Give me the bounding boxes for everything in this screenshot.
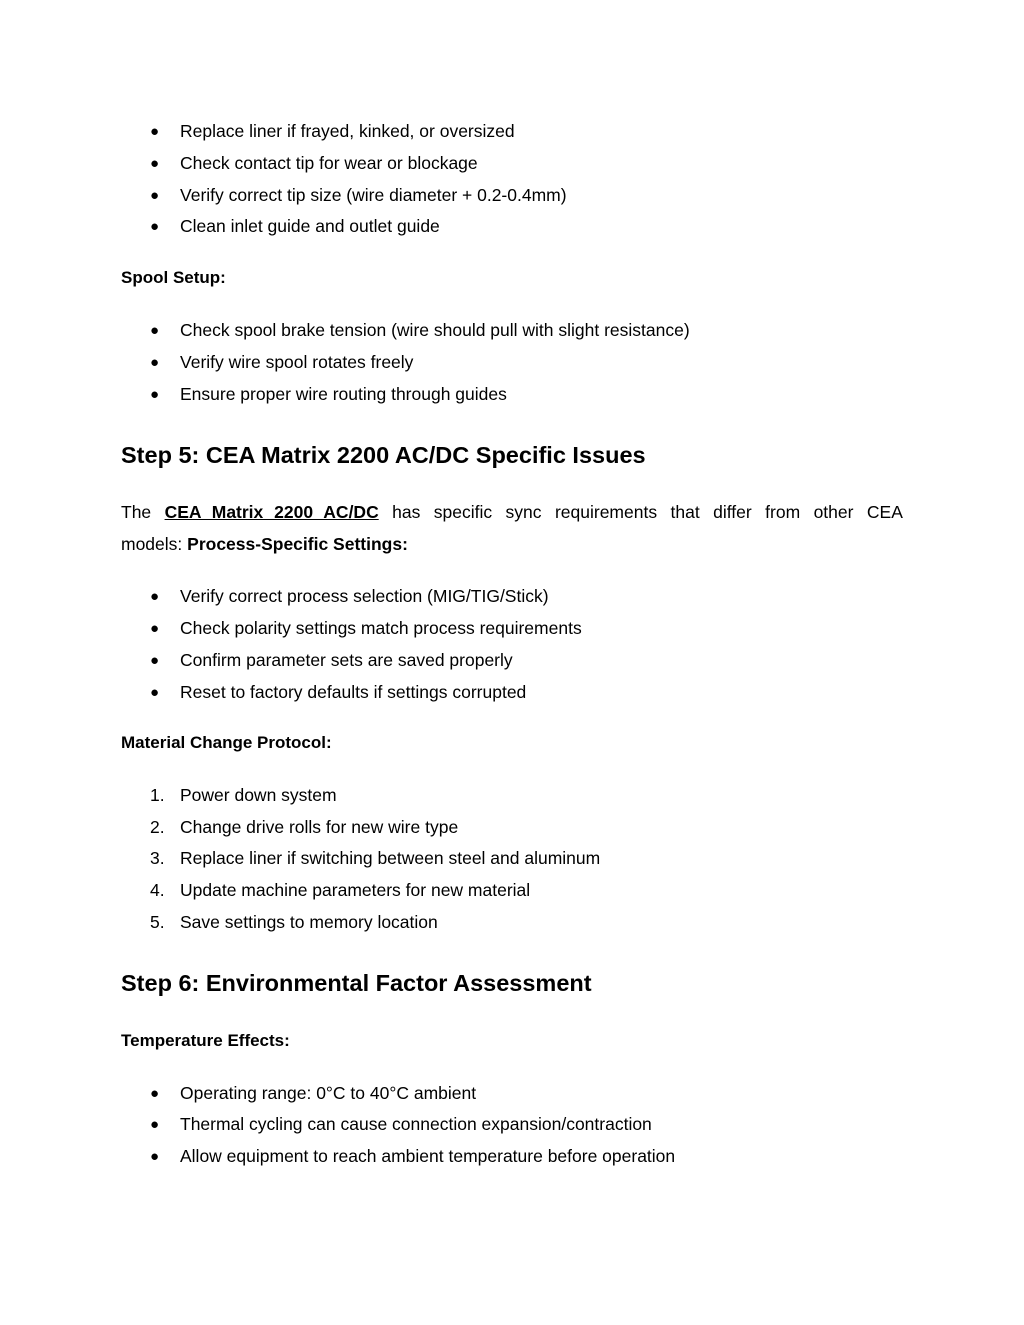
numbered-item (150, 816, 458, 838)
list-item-text: Verify correct process selection (MIG/TIG/Stick) (180, 586, 549, 606)
step-number: 3. (150, 848, 165, 868)
bullet-icon: ● (150, 1148, 160, 1165)
numbered-item (150, 911, 438, 933)
step5-intro-paragraph (121, 497, 903, 560)
list-item (150, 585, 549, 608)
intro-line-1 (121, 497, 903, 529)
list-item (150, 649, 513, 672)
bullet-icon: ● (150, 652, 160, 669)
list-item-text: Ensure proper wire routing through guides (180, 384, 507, 404)
bullet-icon: ● (150, 187, 160, 204)
temperature-effects-heading: Temperature Effects: (121, 1031, 290, 1050)
list-item (150, 215, 440, 238)
list-item-text: Replace liner if frayed, kinked, or oversized (180, 121, 515, 141)
list-item-text: Verify wire spool rotates freely (180, 352, 414, 372)
step-number: 1. (150, 785, 165, 805)
step-number: 4. (150, 880, 165, 900)
list-item (150, 1145, 675, 1168)
list-item-text: Verify correct tip size (wire diameter + 0.2-0.4mm) (180, 185, 567, 205)
bullet-icon: ● (150, 1085, 160, 1102)
bullet-icon: ● (150, 386, 160, 403)
list-item (150, 351, 413, 374)
bullet-icon: ● (150, 684, 160, 701)
step5-heading: Step 5: CEA Matrix 2200 AC/DC Specific Issues (121, 442, 646, 468)
list-item (150, 152, 478, 175)
list-item-text: Clean inlet guide and outlet guide (180, 216, 440, 236)
intro-word: sync (505, 502, 542, 522)
numbered-item-text: Power down system (180, 785, 337, 805)
list-item (150, 1113, 652, 1136)
intro-word: that (670, 502, 700, 522)
cea-matrix-link[interactable]: CEA Matrix 2200 AC/DC (164, 502, 379, 522)
intro-word: has (392, 502, 421, 522)
intro-word: differ (713, 502, 752, 522)
numbered-item-text: Save settings to memory location (180, 912, 438, 932)
material-change-heading: Material Change Protocol: (121, 733, 332, 752)
numbered-item-text: Replace liner if switching between steel and aluminum (180, 848, 601, 868)
intro-models-text: models: (121, 533, 183, 554)
list-item (150, 681, 526, 704)
list-item-text: Check polarity settings match process requirements (180, 618, 582, 638)
bullet-icon: ● (150, 588, 160, 605)
list-item-text: Operating range: 0°C to 40°C ambient (180, 1083, 477, 1103)
process-specific-heading: Process-Specific Settings: (187, 533, 408, 554)
list-item (150, 1082, 476, 1105)
step-number: 2. (150, 817, 165, 837)
intro-word: requirements (554, 502, 658, 522)
bullet-icon: ● (150, 354, 160, 371)
list-item-text: Reset to factory defaults if settings corrupted (180, 682, 527, 702)
list-item-text: Check contact tip for wear or blockage (180, 153, 478, 173)
bullet-icon: ● (150, 620, 160, 637)
intro-word: from (765, 502, 801, 522)
step-number: 5. (150, 912, 165, 932)
bullet-icon: ● (150, 218, 160, 235)
list-item-text: Confirm parameter sets are saved properly (180, 650, 513, 670)
list-item (150, 120, 515, 143)
intro-word: other (813, 502, 854, 522)
intro-word: specific (433, 502, 493, 522)
bullet-icon: ● (150, 155, 160, 172)
intro-word: The (121, 502, 152, 522)
list-item (150, 617, 582, 640)
numbered-item-text: Update machine parameters for new material (180, 880, 531, 900)
list-item-text: Allow equipment to reach ambient temperature before operation (180, 1146, 676, 1166)
bullet-icon: ● (150, 1116, 160, 1133)
numbered-item (150, 879, 530, 901)
step6-heading: Step 6: Environmental Factor Assessment (121, 970, 592, 996)
list-item (150, 383, 507, 406)
numbered-item (150, 847, 600, 869)
numbered-item-text: Change drive rolls for new wire type (180, 817, 459, 837)
list-item-text: Thermal cycling can cause connection expansion/contraction (180, 1114, 652, 1134)
intro-word: CEA (866, 502, 903, 522)
list-item-text: Check spool brake tension (wire should pull with slight resistance) (180, 320, 690, 340)
spool-setup-heading: Spool Setup: (121, 268, 226, 287)
bullet-icon: ● (150, 123, 160, 140)
intro-line-2 (121, 529, 903, 561)
numbered-item (150, 784, 337, 806)
list-item (150, 184, 567, 207)
list-item (150, 319, 690, 342)
bullet-icon: ● (150, 322, 160, 339)
